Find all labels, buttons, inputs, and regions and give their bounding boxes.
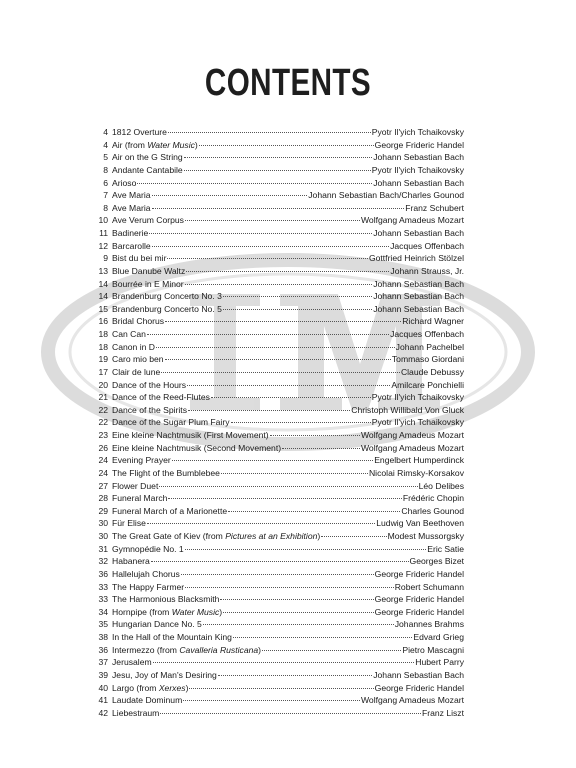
composer-name: Léo Delibes bbox=[418, 480, 464, 491]
page-number: 40 bbox=[98, 682, 108, 693]
page-number: 6 bbox=[103, 177, 108, 188]
dot-leader bbox=[167, 258, 367, 259]
dot-leader bbox=[220, 599, 373, 600]
page-number: 37 bbox=[98, 657, 108, 668]
dot-leader bbox=[159, 486, 417, 487]
dot-leader bbox=[184, 157, 373, 158]
piece-title: Laudate Dominum bbox=[112, 695, 183, 706]
page-number: 9 bbox=[103, 253, 108, 264]
piece-title: Dance of the Sugar Plum Fairy bbox=[112, 417, 230, 428]
composer-name: Claude Debussy bbox=[400, 366, 464, 377]
page-number: 28 bbox=[98, 493, 108, 504]
composer-name: Johann Sebastian Bach bbox=[373, 669, 464, 680]
dot-leader bbox=[185, 284, 373, 285]
dot-leader bbox=[186, 271, 389, 272]
dot-leader bbox=[152, 208, 405, 209]
toc-entry bbox=[98, 366, 464, 379]
composer-name: George Frideric Handel bbox=[374, 682, 464, 693]
page-number: 20 bbox=[98, 379, 108, 390]
toc-entry bbox=[98, 593, 464, 606]
dot-leader bbox=[165, 321, 401, 322]
piece-title: Gymnopédie No. 1 bbox=[112, 543, 184, 554]
page-number: 17 bbox=[98, 366, 108, 377]
dot-leader bbox=[151, 561, 409, 562]
piece-title: Habanera bbox=[112, 556, 150, 567]
piece-title: Eine kleine Nachtmusik (First Movement) bbox=[112, 430, 269, 440]
piece-title-italic: Xerxes bbox=[158, 682, 186, 693]
piece-title: The Harmonious Blacksmith bbox=[112, 594, 220, 605]
toc-entry bbox=[98, 404, 464, 417]
dot-leader bbox=[321, 536, 386, 537]
dot-leader bbox=[282, 448, 360, 449]
toc-entry bbox=[98, 568, 464, 581]
dot-leader bbox=[147, 334, 389, 335]
composer-name: Johann Strauss, Jr. bbox=[390, 265, 464, 276]
dot-leader bbox=[185, 549, 427, 550]
dot-leader bbox=[184, 170, 371, 171]
toc-entry bbox=[98, 543, 464, 556]
page-number: 16 bbox=[98, 316, 108, 327]
toc-entry bbox=[98, 669, 464, 682]
composer-name: Modest Mussorgsky bbox=[387, 531, 464, 541]
page-number: 34 bbox=[98, 606, 108, 617]
toc-entry bbox=[103, 126, 464, 139]
dot-leader bbox=[165, 359, 391, 360]
toc-entry bbox=[98, 505, 464, 518]
piece-title: Funeral March of a Marionette bbox=[112, 505, 228, 516]
composer-name: Wolfgang Amadeus Mozart bbox=[360, 442, 464, 453]
dot-leader bbox=[189, 688, 373, 689]
toc-entry bbox=[98, 391, 464, 404]
toc-entry bbox=[98, 517, 464, 530]
page-number: 33 bbox=[98, 581, 108, 592]
dot-leader bbox=[223, 612, 374, 613]
toc-entry bbox=[98, 707, 464, 720]
toc-entry bbox=[98, 328, 464, 341]
dot-leader bbox=[152, 195, 308, 196]
piece-title: Bourrée in E Minor bbox=[112, 278, 184, 289]
toc-entry bbox=[98, 656, 464, 669]
dot-leader bbox=[223, 309, 372, 310]
piece-title: Air on the G String bbox=[112, 152, 183, 163]
page-number: 12 bbox=[98, 240, 108, 251]
piece-title: The Flight of the Bumblebee bbox=[112, 467, 220, 478]
page-number: 38 bbox=[98, 632, 108, 642]
composer-name: Amilcare Ponchielli bbox=[391, 379, 464, 390]
toc-entry bbox=[98, 416, 464, 429]
composer-name: Pyotr Il'yich Tchaikovsky bbox=[371, 127, 464, 137]
dot-leader bbox=[137, 183, 372, 184]
dot-leader bbox=[185, 587, 394, 588]
dot-leader bbox=[233, 637, 412, 638]
composer-name: George Frideric Handel bbox=[374, 139, 464, 150]
page-number: 15 bbox=[98, 303, 108, 314]
composer-name: Johannes Brahms bbox=[394, 619, 464, 630]
composer-name: Hubert Parry bbox=[415, 657, 464, 668]
dot-leader bbox=[221, 473, 368, 474]
piece-title: Can Can bbox=[112, 329, 146, 339]
page-number: 23 bbox=[98, 430, 108, 440]
toc-entry bbox=[98, 454, 464, 467]
dot-leader bbox=[223, 296, 372, 297]
piece-title: Bridal Chorus bbox=[112, 316, 165, 327]
piece-title: Hornpipe (from Water Music) bbox=[112, 606, 223, 617]
piece-title: Air (from Water Music) bbox=[112, 139, 198, 150]
toc-entry bbox=[98, 581, 464, 594]
page-number: 31 bbox=[98, 543, 108, 554]
toc-entry bbox=[99, 227, 464, 240]
composer-name: Ludwig Van Beethoven bbox=[376, 518, 464, 529]
piece-title: Andante Cantabile bbox=[112, 164, 183, 175]
toc-entry bbox=[98, 315, 464, 328]
toc-entry bbox=[98, 303, 464, 316]
toc-entry bbox=[98, 467, 464, 480]
toc-entry bbox=[98, 530, 464, 543]
piece-title: Canon in D bbox=[112, 341, 155, 352]
piece-title-italic: Cavalleria Rusticana bbox=[179, 644, 259, 655]
piece-title: Ave Maria bbox=[112, 190, 151, 201]
composer-name: Franz Liszt bbox=[421, 707, 464, 718]
piece-title: Dance of the Reed-Flutes bbox=[112, 392, 210, 403]
piece-title: Hallelujah Chorus bbox=[112, 568, 180, 579]
page-number: 24 bbox=[98, 455, 108, 466]
piece-title: Für Elise bbox=[112, 518, 146, 529]
composer-name: Engelbert Humperdinck bbox=[374, 455, 464, 466]
piece-title: Caro mio ben bbox=[112, 354, 164, 365]
dot-leader bbox=[160, 713, 421, 714]
dot-leader bbox=[168, 132, 371, 133]
piece-title: Barcarolle bbox=[112, 240, 151, 251]
piece-title: Brandenburg Concerto No. 3 bbox=[112, 291, 222, 302]
composer-name: Wolfgang Amadeus Mozart bbox=[360, 430, 464, 440]
page-number: 8 bbox=[103, 164, 108, 175]
dot-leader bbox=[199, 145, 374, 146]
page-title: CONTENTS bbox=[204, 62, 372, 104]
toc-entry bbox=[103, 151, 464, 164]
piece-title: Arioso bbox=[112, 177, 137, 188]
dot-leader bbox=[228, 511, 400, 512]
page-number: 36 bbox=[98, 568, 108, 579]
composer-name: Johann Sebastian Bach bbox=[373, 228, 464, 238]
composer-name: Johann Sebastian Bach bbox=[373, 177, 464, 188]
page-number: 24 bbox=[98, 467, 108, 478]
toc-entry bbox=[103, 139, 464, 152]
composer-name: Gottfried Heinrich Stölzel bbox=[368, 253, 464, 264]
page-number: 18 bbox=[98, 341, 108, 352]
page-number: 30 bbox=[98, 518, 108, 529]
page-number: 18 bbox=[98, 329, 108, 339]
toc-entry bbox=[98, 606, 464, 619]
composer-name: Georges Bizet bbox=[409, 556, 464, 567]
composer-name: Charles Gounod bbox=[401, 505, 464, 516]
toc-entry bbox=[98, 682, 464, 695]
dot-leader bbox=[147, 523, 375, 524]
composer-name: Richard Wagner bbox=[402, 316, 464, 327]
dot-leader bbox=[218, 675, 372, 676]
dot-leader bbox=[152, 246, 389, 247]
dot-leader bbox=[161, 372, 400, 373]
toc-entry bbox=[98, 492, 464, 505]
composer-name: Nicolai Rimsky-Korsakov bbox=[368, 467, 464, 478]
dot-leader bbox=[185, 220, 360, 221]
page-number: 5 bbox=[103, 152, 108, 163]
dot-leader bbox=[188, 410, 350, 411]
piece-title-italic: Water Music bbox=[147, 139, 195, 150]
dot-leader bbox=[172, 460, 373, 461]
dot-leader bbox=[156, 347, 395, 348]
page-number: 10 bbox=[98, 215, 108, 226]
piece-title: Intermezzo (from Cavalleria Rusticana) bbox=[112, 644, 262, 655]
toc-entry bbox=[98, 631, 464, 644]
piece-title: Brandenburg Concerto No. 5 bbox=[112, 303, 222, 314]
piece-title: Jerusalem bbox=[112, 657, 152, 668]
piece-title: Funeral March bbox=[112, 493, 168, 504]
toc-entry bbox=[98, 442, 464, 455]
page-number: 36 bbox=[98, 644, 108, 655]
composer-name: Edvard Grieg bbox=[413, 632, 464, 642]
composer-name: Pyotr Il'yich Tchaikovsky bbox=[371, 417, 464, 428]
toc-entry bbox=[98, 694, 464, 707]
piece-title-italic: Pictures at an Exhibition bbox=[225, 531, 318, 541]
composer-name: Wolfgang Amadeus Mozart bbox=[360, 695, 464, 706]
composer-name: Tommaso Giordani bbox=[391, 354, 464, 365]
page-number: 4 bbox=[103, 139, 108, 150]
composer-name: Pietro Mascagni bbox=[402, 644, 464, 655]
dot-leader bbox=[168, 498, 401, 499]
dot-leader bbox=[211, 397, 371, 398]
piece-title: Liebestraum bbox=[112, 707, 160, 718]
composer-name: Pyotr Il'yich Tchaikovsky bbox=[371, 392, 464, 403]
composer-name: George Frideric Handel bbox=[374, 568, 464, 579]
toc-entry bbox=[98, 278, 464, 291]
piece-title: Badinerie bbox=[112, 228, 149, 238]
page-number: 27 bbox=[98, 480, 108, 491]
composer-name: George Frideric Handel bbox=[374, 594, 464, 605]
composer-name: George Frideric Handel bbox=[374, 606, 464, 617]
page-number: 4 bbox=[103, 127, 108, 137]
piece-title: Flower Duet bbox=[112, 480, 159, 491]
toc-entry bbox=[98, 429, 464, 442]
page-number: 42 bbox=[98, 707, 108, 718]
page-number: 33 bbox=[98, 594, 108, 605]
toc-entry bbox=[98, 618, 464, 631]
piece-title: Largo (from Xerxes) bbox=[112, 682, 189, 693]
composer-name: Johann Sebastian Bach bbox=[373, 291, 464, 302]
toc-entry bbox=[98, 480, 464, 493]
toc-entry bbox=[98, 555, 464, 568]
toc-entry bbox=[98, 644, 464, 657]
toc-entry bbox=[98, 353, 464, 366]
dot-leader bbox=[187, 385, 390, 386]
page-number: 11 bbox=[99, 228, 108, 238]
piece-title: The Happy Farmer bbox=[112, 581, 185, 592]
page-number: 13 bbox=[98, 265, 108, 276]
composer-name: Johann Sebastian Bach/Charles Gounod bbox=[308, 190, 464, 201]
page-number: 22 bbox=[98, 417, 108, 428]
piece-title: Ave Maria bbox=[112, 202, 151, 213]
piece-title: Blue Danube Waltz bbox=[112, 265, 186, 276]
toc-entry bbox=[98, 240, 464, 253]
dot-leader bbox=[262, 650, 401, 651]
page-number: 7 bbox=[103, 190, 108, 201]
composer-name: Franz Schubert bbox=[405, 202, 464, 213]
dot-leader bbox=[183, 700, 360, 701]
page-number: 29 bbox=[98, 505, 108, 516]
composer-name: Wolfgang Amadeus Mozart bbox=[360, 215, 464, 226]
piece-title: Evening Prayer bbox=[112, 455, 171, 466]
piece-title: Bist du bei mir bbox=[112, 253, 167, 264]
page-number: 35 bbox=[98, 619, 108, 630]
page-number: 19 bbox=[98, 354, 108, 365]
dot-leader bbox=[153, 662, 415, 663]
composer-name: Pyotr Il'yich Tchaikovsky bbox=[371, 164, 464, 175]
piece-title: Hungarian Dance No. 5 bbox=[112, 619, 202, 630]
page-number: 8 bbox=[103, 202, 108, 213]
composer-name: Eric Satie bbox=[427, 543, 464, 554]
toc-entry bbox=[103, 202, 464, 215]
piece-title: 1812 Overture bbox=[112, 127, 167, 137]
toc-entry bbox=[103, 189, 464, 202]
dot-leader bbox=[270, 435, 360, 436]
composer-name: Johann Sebastian Bach bbox=[373, 278, 464, 289]
page-number: 14 bbox=[98, 278, 108, 289]
piece-title: Clair de lune bbox=[112, 366, 161, 377]
toc-entry bbox=[98, 290, 464, 303]
dot-leader bbox=[149, 233, 372, 234]
page-number: 32 bbox=[98, 556, 108, 567]
toc-entry bbox=[98, 341, 464, 354]
piece-title: The Great Gate of Kiev (from Pictures at an Exhibition) bbox=[112, 531, 321, 541]
piece-title-italic: Water Music bbox=[171, 606, 220, 617]
composer-name: Jacques Offenbach bbox=[390, 240, 464, 251]
composer-name: Christoph Willibald Von Gluck bbox=[351, 404, 464, 415]
toc-entry bbox=[98, 265, 464, 278]
composer-name: Robert Schumann bbox=[394, 581, 464, 592]
piece-title: Dance of the Spirits bbox=[112, 404, 187, 415]
page-number: 14 bbox=[98, 291, 108, 302]
piece-title: Dance of the Hours bbox=[112, 379, 187, 390]
page-number: 30 bbox=[98, 531, 108, 541]
page-number: 41 bbox=[98, 695, 108, 706]
composer-name: Frédéric Chopin bbox=[402, 493, 464, 504]
composer-name: Johann Sebastian Bach bbox=[373, 303, 464, 314]
page-number: 39 bbox=[98, 669, 108, 680]
page-number: 26 bbox=[98, 442, 108, 453]
toc-entry bbox=[103, 252, 464, 265]
composer-name: Johann Pachelbel bbox=[395, 341, 464, 352]
composer-name: Johann Sebastian Bach bbox=[373, 152, 464, 163]
piece-title: Eine kleine Nachtmusik (Second Movement) bbox=[112, 442, 282, 453]
table-of-contents bbox=[98, 126, 464, 719]
dot-leader bbox=[203, 624, 394, 625]
piece-title: Jesu, Joy of Man's Desiring bbox=[112, 669, 217, 680]
page-number: 22 bbox=[98, 404, 108, 415]
toc-entry bbox=[98, 379, 464, 392]
dot-leader bbox=[231, 422, 371, 423]
toc-entry bbox=[103, 177, 464, 190]
toc-entry bbox=[98, 214, 464, 227]
toc-entry bbox=[103, 164, 464, 177]
piece-title: In the Hall of the Mountain King bbox=[112, 632, 232, 642]
dot-leader bbox=[181, 574, 374, 575]
page-number: 21 bbox=[98, 392, 108, 403]
composer-name: Jacques Offenbach bbox=[390, 329, 464, 339]
piece-title: Ave Verum Corpus bbox=[112, 215, 184, 226]
